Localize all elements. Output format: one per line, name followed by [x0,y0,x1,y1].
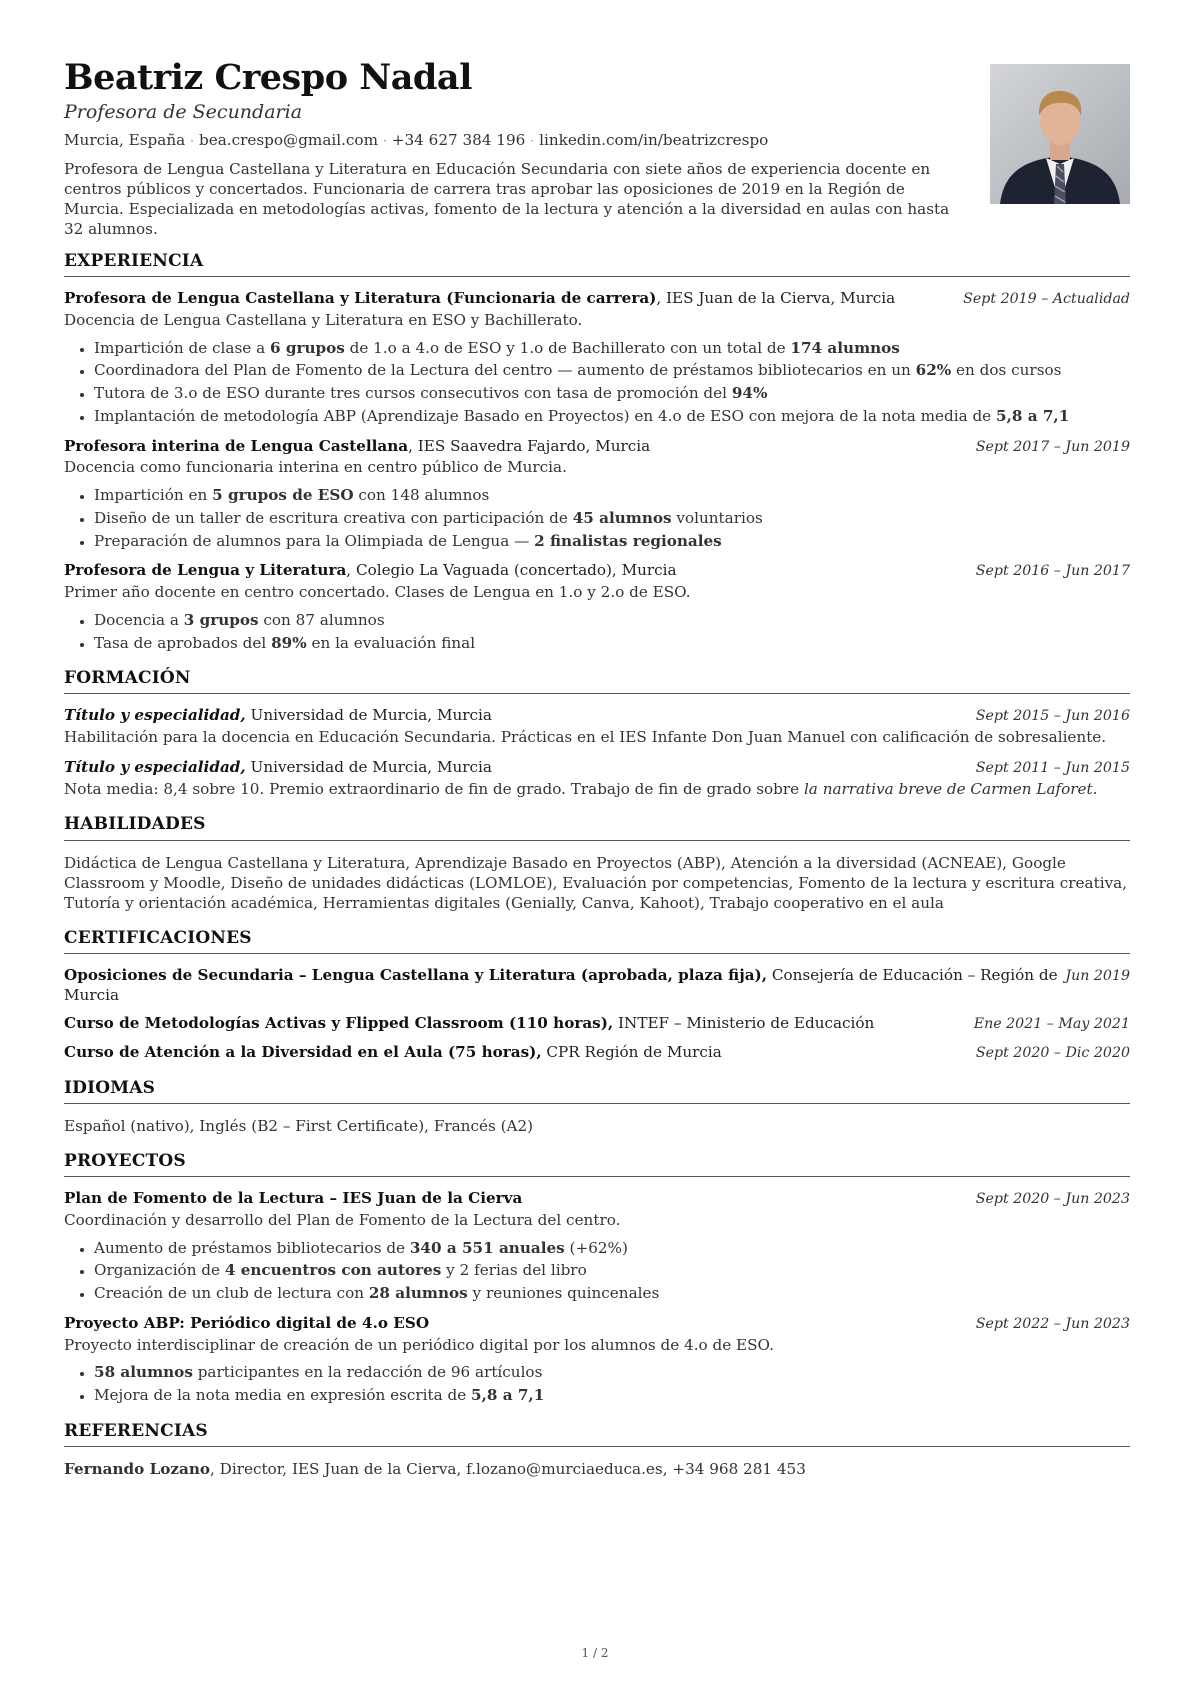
certification-row [64,1043,1130,1063]
job-date: Sept 2019 – Actualidad [963,291,1130,308]
text-run: voluntarios [671,508,763,527]
text-run: Habilitación para la docencia en Educación Secundaria. Prácticas en el IES Infante Don Juan Manuel con calificación de sobresaliente. [64,728,1107,747]
contact-linkedin[interactable]: linkedin.com/in/beatrizcrespo [539,130,769,149]
bold-text: 45 alumnos [572,508,672,527]
contact-separator: · [382,133,387,148]
text-run: Organización de [94,1261,225,1280]
project-description: Coordinación y desarrollo del Plan de Fomento de la Lectura del centro. [64,1210,621,1229]
project-date: Sept 2022 – Jun 2023 [975,1315,1130,1332]
skills-heading: HABILIDADES [64,813,1130,840]
bullet-list [64,339,1130,427]
certification-title [64,966,1065,1006]
text-run: Coordinadora del Plan de Fomento de la Lectura del centro — aumento de préstamos bibliotecarios en un [94,361,916,380]
certification-name: Oposiciones de Secundaria – Lengua Castellana y Literatura (aprobada, plaza fija), [64,965,768,984]
bullet-item [94,361,1130,381]
bullet-item [94,532,1130,552]
bold-text: 2 finalistas regionales [534,531,722,550]
bullet-item [94,611,1130,631]
reference-name: Fernando Lozano [64,1459,211,1478]
job-date: Sept 2017 – Jun 2019 [975,438,1130,455]
text-run: y 2 ferias del libro [441,1261,587,1280]
bold-text: 58 alumnos [94,1363,193,1382]
project-title: Proyecto ABP: Periódico digital de 4.o ESO [64,1313,430,1332]
education-description [64,780,1130,800]
project-entry [64,1189,1130,1304]
experience-heading: EXPERIENCIA [64,250,1130,277]
entry-header [64,706,1130,726]
entry-title [64,706,492,726]
project-title: Plan de Fomento de la Lectura – IES Juan de la Cierva [64,1189,523,1208]
entry-title [64,437,650,457]
references-list [64,1459,1130,1479]
text-run: Tutora de 3.o de ESO durante tres cursos consecutivos con tasa de promoción del [94,384,732,403]
text-run: Creación de un club de lectura con [94,1284,369,1303]
degree-title: Título y especialidad, [64,706,246,725]
experience-section [64,250,1130,653]
text-run: Implantación de metodología ABP (Aprendizaje Basado en Proyectos) en 4.o de ESO con mejora de la nota media de [94,406,997,425]
education-description [64,728,1130,748]
experience-list [64,289,1130,653]
contact-separator: · [190,133,194,148]
education-entry [64,758,1130,800]
education-place: Universidad de Murcia, Murcia [245,706,492,725]
job-place: , IES Saavedra Fajardo, Murcia [408,436,651,455]
contact-phone[interactable]: +34 627 384 196 [391,130,526,149]
bold-text: 5,8 a 7,1 [471,1386,545,1405]
contact-separator: · [530,133,535,148]
bullet-list [64,1239,1130,1304]
bullet-item [94,339,1130,359]
languages-section [64,1077,1130,1136]
bold-text: 6 grupos [269,338,345,357]
education-date: Sept 2015 – Jun 2016 [975,708,1130,725]
resume-page [64,58,1130,1479]
skills-text: Didáctica de Lengua Castellana y Literatura, Aprendizaje Basado en Proyectos (ABP), Atención a la diversidad (ACNEAE), Google Classroom y Moodle, Diseño de unidades didácticas (LOMLOE), Evaluación por competencias, Fomento de la lectura y escritura creativa, Tutoría y orientación académica, Herramientas digitales (Genially, Canva, Kahoot), Trabajo cooperativo en el aula [64,853,1128,912]
entry-header [64,1314,1130,1334]
text-run: Nota media: 8,4 sobre 10. Premio extraordinario de fin de grado. Trabajo de fin de grado sobre [64,779,804,798]
text-run: en dos cursos [951,361,1062,380]
certification-title [64,1043,722,1063]
text-run: Impartición en [94,486,213,505]
text-run: (+62%) [564,1238,628,1257]
bullet-item [94,407,1130,427]
job-description: Docencia de Lengua Castellana y Literatura en ESO y Bachillerato. [64,310,583,329]
entry-header [64,561,1130,581]
job-role: Profesora de Lengua y Literatura [64,561,347,580]
job-description: Primer año docente en centro concertado. Clases de Lengua en 1.o y 2.o de ESO. [64,583,691,602]
project-description: Proyecto interdisciplinar de creación de un periódico digital por los alumnos de 4.o de ESO. [64,1335,774,1354]
bold-text: 28 alumnos [368,1284,468,1303]
certifications-heading: CERTIFICACIONES [64,927,1130,954]
bullet-item [94,486,1130,506]
text-run: Impartición de clase a [94,338,270,357]
candidate-name: Beatriz Crespo Nadal [64,57,472,98]
education-section [64,667,1130,799]
bold-text: 62% [915,361,952,380]
entry-title [64,758,492,778]
text-run: Diseño de un taller de escritura creativa con participación de [94,508,573,527]
bullet-item [94,1261,1130,1281]
text-run: con 87 alumnos [258,610,385,629]
entry-title [64,1314,429,1334]
entry-header [64,437,1130,457]
bullet-item [94,1284,1130,1304]
experience-entry [64,437,1130,552]
certification-issuer: Consejería de Educación – Región de Murcia [64,965,1058,1004]
text-run: Preparación de alumnos para la Olimpiada de Lengua — [94,531,535,550]
project-date: Sept 2020 – Jun 2023 [975,1191,1130,1208]
bold-text: 4 encuentros con autores [224,1261,442,1280]
degree-title: Título y especialidad, [64,757,246,776]
entry-title [64,1189,522,1209]
bullet-list [64,611,1130,654]
bullet-item [94,509,1130,529]
education-place: Universidad de Murcia, Murcia [245,757,492,776]
projects-list [64,1189,1130,1406]
bold-text: 5,8 a 7,1 [996,406,1070,425]
certifications-section [64,927,1130,1063]
profile-summary: Profesora de Lengua Castellana y Literatura en Educación Secundaria con siete años de experiencia docente en centros públicos y concertados. Funcionaria de carrera tras aprobar las oposiciones de 2019 en la Región de Murcia. Especializada en metodologías activas, fomento de la lectura y atención a la diversidad en aulas con hasta 32 alumnos. [64,159,950,238]
text-run: participantes en la redacción de 96 artículos [192,1363,543,1382]
education-heading: FORMACIÓN [64,667,1130,694]
text-run: Tasa de aprobados del [94,633,272,652]
entry-title [64,561,677,581]
certification-issuer: INTEF – Ministerio de Educación [613,1014,875,1033]
text-run: de 1.o a 4.o de ESO y 1.o de Bachillerato con un total de [344,338,791,357]
profile-photo [990,64,1130,204]
bullet-item [94,1363,1130,1383]
text-run: Aumento de préstamos bibliotecarios de [94,1238,410,1257]
languages-heading: IDIOMAS [64,1077,1130,1104]
bold-text: 89% [271,633,307,652]
languages-text: Español (nativo), Inglés (B2 – First Certificate), Francés (A2) [64,1116,534,1135]
education-list [64,706,1130,799]
bold-text: 340 a 551 anuales [409,1238,565,1257]
contact-line [64,131,1130,151]
bullet-item [94,384,1130,404]
contact-location: Murcia, España [64,130,186,149]
experience-entry [64,289,1130,427]
page-number: 1 / 2 [581,1646,609,1660]
job-description: Docencia como funcionaria interina en centro público de Murcia. [64,458,567,477]
references-heading: REFERENCIAS [64,1420,1130,1447]
bullet-item [94,1239,1130,1259]
job-place: , IES Juan de la Cierva, Murcia [656,289,896,308]
entry-title [64,289,895,309]
certification-date: Sept 2020 – Dic 2020 [975,1045,1130,1062]
reference-detail: , Director, IES Juan de la Cierva, f.lozano@murciaeduca.es, +34 968 281 453 [210,1459,806,1478]
entry-header [64,758,1130,778]
italic-text: la narrativa breve de Carmen Laforet. [803,779,1098,798]
text-run: Docencia a [94,610,184,629]
text-run: en la evaluación final [306,633,476,652]
job-date: Sept 2016 – Jun 2017 [975,563,1130,580]
contact-email[interactable]: bea.crespo@gmail.com [199,130,378,149]
certification-row [64,966,1130,1006]
certification-date: Ene 2021 – May 2021 [973,1016,1130,1033]
entry-header [64,1189,1130,1209]
certification-row [64,1014,1130,1034]
certification-name: Curso de Atención a la Diversidad en el Aula (75 horas), [64,1043,542,1062]
experience-entry [64,561,1130,653]
certification-name: Curso de Metodologías Activas y Flipped Classroom (110 horas), [64,1014,614,1033]
references-section [64,1420,1130,1479]
job-role: Profesora interina de Lengua Castellana [64,436,409,455]
projects-section [64,1150,1130,1406]
bullet-list [64,486,1130,551]
text-run: con 148 alumnos [353,486,490,505]
text-run: Mejora de la nota media en expresión escrita de [94,1386,472,1405]
certifications-list [64,966,1130,1063]
bold-text: 3 grupos [183,610,259,629]
project-entry [64,1314,1130,1406]
resume-header [64,58,1130,236]
projects-heading: PROYECTOS [64,1150,1130,1177]
certification-title [64,1014,874,1034]
education-entry [64,706,1130,748]
bold-text: 94% [731,384,768,403]
bullet-item [94,1386,1130,1406]
candidate-subtitle: Profesora de Secundaria [64,101,303,124]
bullet-item [94,634,1130,654]
bold-text: 5 grupos de ESO [212,486,354,505]
bullet-list [64,1363,1130,1406]
education-date: Sept 2011 – Jun 2015 [975,759,1130,776]
certification-issuer: CPR Región de Murcia [541,1043,722,1062]
entry-header [64,289,1130,309]
reference-entry [64,1459,1130,1479]
job-place: , Colegio La Vaguada (concertado), Murcia [346,561,677,580]
text-run: y reuniones quincenales [467,1284,660,1303]
bold-text: 174 alumnos [790,338,900,357]
certification-date: Jun 2019 [1065,967,1130,984]
job-role: Profesora de Lengua Castellana y Literatura (Funcionaria de carrera) [64,289,657,308]
skills-section [64,813,1130,912]
